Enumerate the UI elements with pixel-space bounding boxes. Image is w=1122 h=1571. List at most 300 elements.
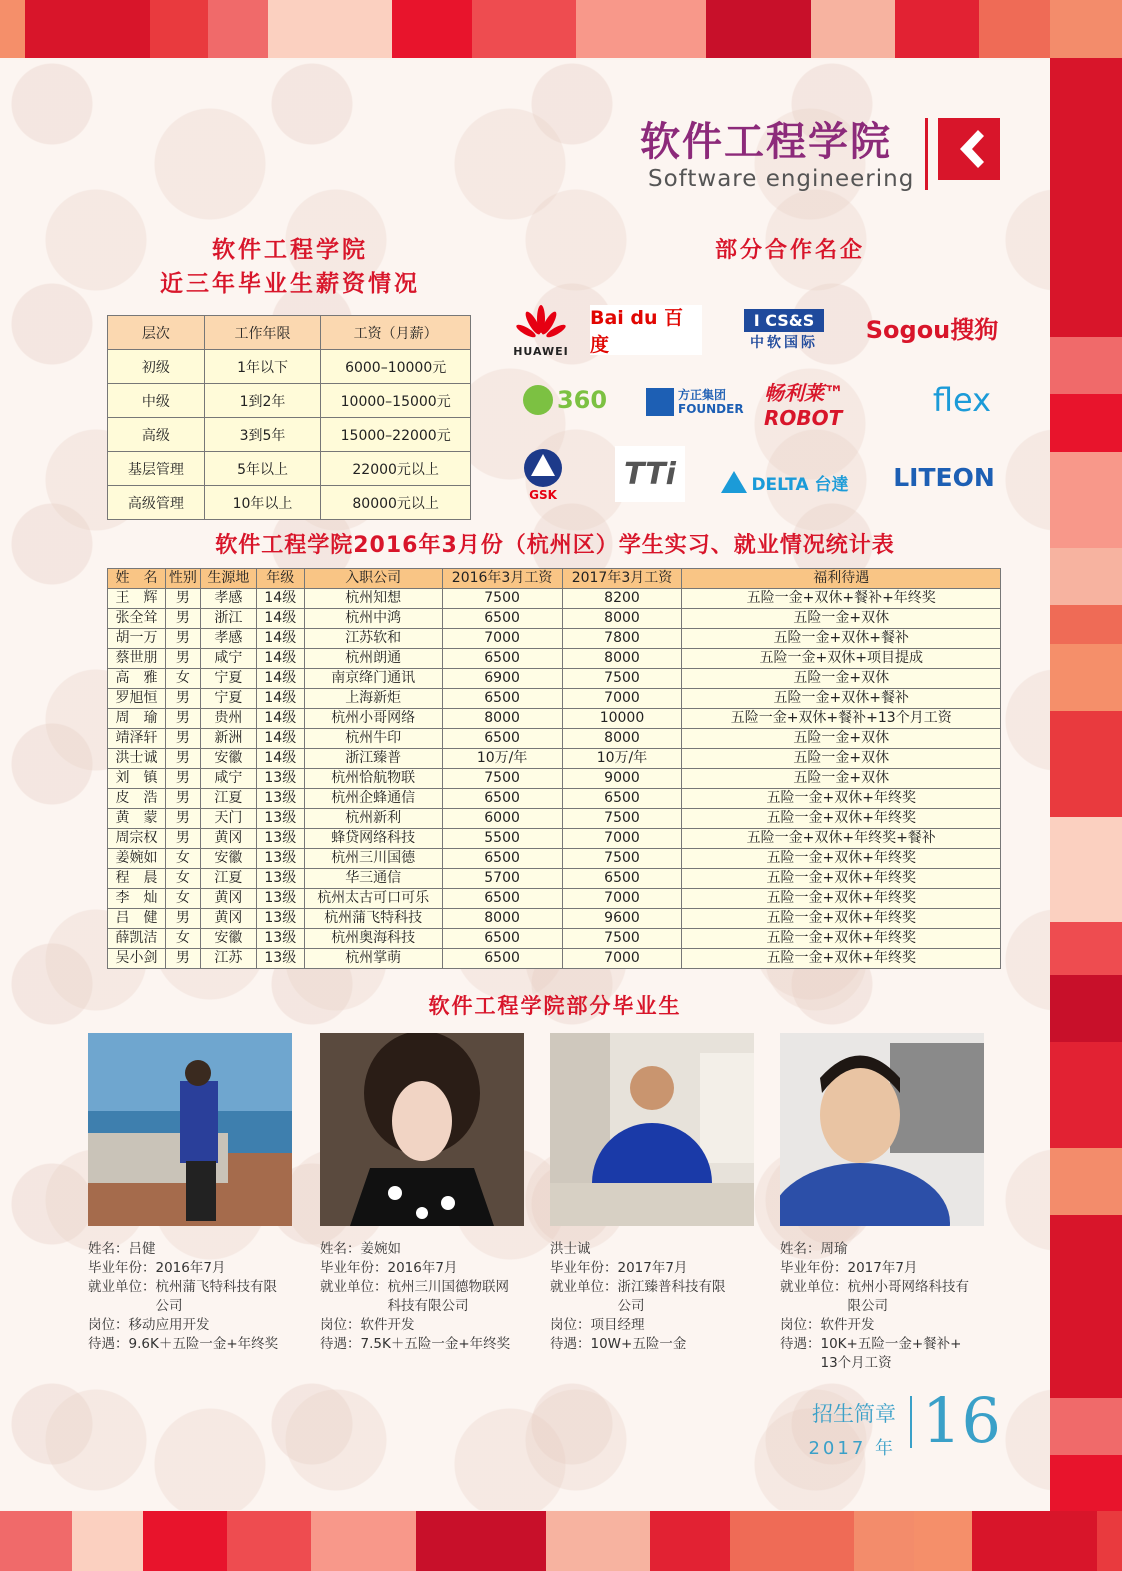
salary-table-header (108, 316, 471, 350)
stats-cell: 上海新炬 (304, 689, 442, 709)
stats-cell: 江苏 (200, 949, 256, 969)
stats-cell: 五险一金+双休+项目提成 (682, 649, 1001, 669)
stats-table-title: 软件工程学院2016年3月份（杭州区）学生实习、就业情况统计表 (215, 533, 895, 558)
stripe-segment (1050, 1398, 1122, 1456)
stats-cell: 江夏 (200, 789, 256, 809)
stats-cell: 杭州牛印 (304, 729, 442, 749)
stats-cell: 男 (165, 709, 200, 729)
stats-cell: 黄冈 (200, 909, 256, 929)
delta-logo: DELTA 台達 (720, 464, 850, 500)
stats-cell: 王 辉 (108, 589, 166, 609)
table-row (108, 689, 1001, 709)
stripe-segment (1050, 452, 1122, 548)
stats-cell: 江苏软和 (304, 629, 442, 649)
stats-cell: 高 雅 (108, 669, 166, 689)
stats-cell: 女 (165, 849, 200, 869)
stripe-segment (1050, 58, 1122, 337)
stats-cell: 程 晨 (108, 869, 166, 889)
stripe-segment (1097, 1511, 1122, 1571)
stats-cell: 周宗权 (108, 829, 166, 849)
table-row (108, 609, 1001, 629)
stats-cell: 7500 (442, 589, 562, 609)
stats-cell: 皮 浩 (108, 789, 166, 809)
table-row (108, 629, 1001, 649)
stats-cell: 7500 (442, 769, 562, 789)
stats-cell: 13级 (256, 889, 304, 909)
stats-cell: 吕 健 (108, 909, 166, 929)
stats-cell: 五险一金+双休+餐补 (682, 689, 1001, 709)
stats-cell: 6900 (442, 669, 562, 689)
graduate-photo-seaside (88, 1033, 292, 1226)
graduate-photo-portrait (320, 1033, 524, 1226)
stats-header-cell: 生源地 (200, 569, 256, 589)
stats-cell: 五险一金+双休 (682, 749, 1001, 769)
graduate-info-line: 待遇：9.6K＋五险一金+年终奖 (88, 1336, 279, 1352)
stripe-segment (811, 0, 895, 58)
stats-cell: 胡一万 (108, 629, 166, 649)
graduate-info-line: 毕业年份：2017年7月 (550, 1260, 688, 1276)
stats-cell: 五险一金+双休+餐补+13个月工资 (682, 709, 1001, 729)
salary-cell: 初级 (108, 350, 205, 384)
stripe-segment (1050, 975, 1122, 1042)
stats-cell: 咸宁 (200, 649, 256, 669)
stats-cell: 6500 (442, 729, 562, 749)
graduate-photo-office (550, 1033, 754, 1226)
graduate-info-line: 岗位：移动应用开发 (88, 1317, 210, 1333)
graduate-info-3 (550, 1240, 760, 1354)
css-logo-cn: 中软国际 (750, 334, 818, 351)
stats-cell: 8000 (562, 729, 682, 749)
right-stripe-bar (1050, 58, 1122, 1511)
stats-cell: 黄 蒙 (108, 809, 166, 829)
stats-cell: 5700 (442, 869, 562, 889)
graduate-info-line: 就业单位：杭州三川国德物联网 (320, 1279, 509, 1295)
table-row (108, 869, 1001, 889)
salary-header-cell: 工资（月薪） (321, 316, 471, 350)
stats-cell: 杭州知想 (304, 589, 442, 609)
stripe-segment (311, 1511, 416, 1571)
stats-cell: 杭州恰航物联 (304, 769, 442, 789)
top-stripe-bar (0, 0, 1122, 58)
sogou-logo: Sogou搜狗 (865, 315, 999, 344)
stats-cell: 姜婉如 (108, 849, 166, 869)
employment-stats-table (107, 568, 1001, 969)
stats-header-cell: 福利待遇 (682, 569, 1001, 589)
table-row (108, 669, 1001, 689)
footer-divider (910, 1396, 912, 1448)
graduate-info-line: 毕业年份：2016年7月 (320, 1260, 458, 1276)
stats-cell: 女 (165, 869, 200, 889)
stripe-segment (730, 1511, 854, 1571)
stats-cell: 宁夏 (200, 689, 256, 709)
stats-cell: 华三通信 (304, 869, 442, 889)
table-row (108, 452, 471, 486)
stats-cell: 靖泽轩 (108, 729, 166, 749)
stripe-segment (1050, 817, 1122, 923)
stats-cell: 6500 (442, 789, 562, 809)
stats-cell: 8000 (562, 609, 682, 629)
stats-cell: 14级 (256, 689, 304, 709)
salary-header-cell: 层次 (108, 316, 205, 350)
stats-cell: 男 (165, 949, 200, 969)
stats-cell: 刘 镇 (108, 769, 166, 789)
footer-label (796, 1398, 896, 1460)
stats-cell: 6000 (442, 809, 562, 829)
stats-header-cell: 姓 名 (108, 569, 166, 589)
stats-cell: 五险一金+双休+年终奖 (682, 889, 1001, 909)
stats-cell: 五险一金+双休+年终奖+餐补 (682, 829, 1001, 849)
stats-cell: 14级 (256, 729, 304, 749)
salary-cell: 中级 (108, 384, 205, 418)
stats-cell: 杭州朗通 (304, 649, 442, 669)
stats-cell: 7500 (562, 809, 682, 829)
salary-title-line1: 软件工程学院 (212, 237, 368, 263)
stats-cell: 杭州新利 (304, 809, 442, 829)
graduate-info-line: 待遇：10K+五险一金+餐补+ (780, 1336, 962, 1352)
stats-cell: 14级 (256, 669, 304, 689)
stats-cell: 7000 (562, 829, 682, 849)
salary-header-cell: 工作年限 (204, 316, 321, 350)
partners-title: 部分合作名企 (714, 238, 865, 263)
stripe-segment (1050, 548, 1122, 606)
salary-cell: 22000元以上 (321, 452, 471, 486)
table-row (108, 809, 1001, 829)
stats-cell: 男 (165, 789, 200, 809)
stripe-segment (0, 1511, 72, 1571)
graduates-title: 软件工程学院部分毕业生 (428, 994, 682, 1018)
stats-cell: 五险一金+双休 (682, 769, 1001, 789)
stats-cell: 新洲 (200, 729, 256, 749)
stripe-segment (1050, 1042, 1122, 1148)
stats-cell: 10000 (562, 709, 682, 729)
stripe-segment (576, 0, 706, 58)
stats-cell: 薛凯洁 (108, 929, 166, 949)
stats-cell: 13级 (256, 809, 304, 829)
stripe-segment (1050, 644, 1122, 711)
stats-cell: 五险一金+双休+年终奖 (682, 809, 1001, 829)
stripe-segment (25, 0, 150, 58)
stats-cell: 五险一金+双休 (682, 669, 1001, 689)
graduate-info-line: 科技有限公司 (320, 1298, 469, 1314)
table-row (108, 418, 471, 452)
stats-cell: 男 (165, 909, 200, 929)
stats-cell: 男 (165, 769, 200, 789)
stripe-segment (1050, 605, 1122, 643)
stats-cell: 浙江臻普 (304, 749, 442, 769)
graduate-info-line: 限公司 (780, 1298, 888, 1314)
stripe-segment (895, 0, 979, 58)
stats-cell: 10万/年 (562, 749, 682, 769)
brand-header (640, 110, 1020, 200)
stats-cell: 男 (165, 689, 200, 709)
stats-cell: 五险一金+双休+年终奖 (682, 949, 1001, 969)
stats-header-cell: 性别 (165, 569, 200, 589)
salary-cell: 高级 (108, 418, 205, 452)
stripe-segment (208, 0, 268, 58)
stats-cell: 蔡世朋 (108, 649, 166, 669)
stats-cell: 7500 (562, 669, 682, 689)
stripe-segment (854, 1511, 914, 1571)
stats-header-cell: 入职公司 (304, 569, 442, 589)
stats-cell: 黄冈 (200, 829, 256, 849)
stats-cell: 7500 (562, 929, 682, 949)
table-row (108, 384, 471, 418)
stats-cell: 孝感 (200, 629, 256, 649)
table-row (108, 929, 1001, 949)
table-row (108, 729, 1001, 749)
brand-subtitle: Software engineering (648, 166, 915, 192)
graduate-info-line: 岗位：项目经理 (550, 1317, 645, 1333)
stats-cell: 江夏 (200, 869, 256, 889)
stripe-segment (650, 1511, 730, 1571)
graduate-info-line: 公司 (88, 1298, 183, 1314)
liteon-logo: LITEON (893, 462, 995, 492)
stats-cell: 安徽 (200, 749, 256, 769)
stats-cell: 杭州企蜂通信 (304, 789, 442, 809)
stripe-segment (416, 1511, 546, 1571)
stats-cell: 安徽 (200, 929, 256, 949)
salary-section-title (120, 233, 460, 301)
table-row (108, 829, 1001, 849)
footer-year: 2017 年 (808, 1438, 896, 1459)
stripe-segment (1050, 922, 1122, 975)
salary-cell: 1年以下 (204, 350, 321, 384)
stats-cell: 杭州奥海科技 (304, 929, 442, 949)
stats-cell: 6500 (442, 849, 562, 869)
stats-cell: 7000 (562, 689, 682, 709)
stats-cell: 6500 (442, 929, 562, 949)
stats-cell: 6500 (562, 789, 682, 809)
stats-cell: 周 瑜 (108, 709, 166, 729)
stats-cell: 男 (165, 589, 200, 609)
stats-cell: 男 (165, 809, 200, 829)
stats-cell: 8200 (562, 589, 682, 609)
graduate-info-line: 13个月工资 (780, 1355, 892, 1371)
graduate-info-line: 毕业年份：2016年7月 (88, 1260, 226, 1276)
graduate-info-line: 毕业年份：2017年7月 (780, 1260, 918, 1276)
table-row (108, 350, 471, 384)
table-row (108, 949, 1001, 969)
table-row (108, 709, 1001, 729)
stats-cell: 黄冈 (200, 889, 256, 909)
stripe-segment (150, 0, 208, 58)
stats-cell: 天门 (200, 809, 256, 829)
stats-cell: 吴小剑 (108, 949, 166, 969)
stats-cell: 13级 (256, 909, 304, 929)
stripe-segment (72, 1511, 143, 1571)
salary-title-line2: 近三年毕业生薪资情况 (160, 271, 420, 297)
stats-cell: 7000 (562, 889, 682, 909)
stats-cell: 10万/年 (442, 749, 562, 769)
stripe-segment (0, 0, 25, 58)
table-row (108, 769, 1001, 789)
stats-cell: 8000 (562, 649, 682, 669)
stats-cell: 13级 (256, 869, 304, 889)
stripe-segment (472, 0, 576, 58)
footer-brochure-label: 招生简章 (812, 1402, 896, 1426)
graduate-info-line: 就业单位：浙江臻普科技有限 (550, 1279, 726, 1295)
stats-cell: 五险一金+双休+年终奖 (682, 869, 1001, 889)
stats-cell: 宁夏 (200, 669, 256, 689)
stats-cell: 贵州 (200, 709, 256, 729)
page-number: 16 (922, 1384, 1001, 1457)
stats-header-cell: 2017年3月工资 (562, 569, 682, 589)
stats-table-header (108, 569, 1001, 589)
stripe-segment (268, 0, 392, 58)
stripe-segment (1050, 0, 1122, 58)
table-row (108, 789, 1001, 809)
stats-cell: 五险一金+双休+年终奖 (682, 909, 1001, 929)
stats-cell: 孝感 (200, 589, 256, 609)
bottom-stripe-bar (0, 1511, 1122, 1571)
salary-cell: 3到5年 (204, 418, 321, 452)
graduate-info-line: 洪士诚 (550, 1241, 591, 1257)
stats-cell: 女 (165, 889, 200, 909)
k-logo-icon (938, 118, 1000, 180)
stripe-segment (143, 1511, 227, 1571)
stats-cell: 男 (165, 629, 200, 649)
stripe-segment (1050, 337, 1122, 395)
stats-cell: 6500 (562, 869, 682, 889)
stats-cell: 李 灿 (108, 889, 166, 909)
huawei-logo (505, 298, 577, 364)
stats-cell: 罗旭恒 (108, 689, 166, 709)
graduate-info-line: 待遇：10W+五险一金 (550, 1336, 687, 1352)
graduate-info-1 (88, 1240, 298, 1354)
stripe-segment (1050, 1215, 1122, 1397)
table-row (108, 889, 1001, 909)
stats-cell: 张全耸 (108, 609, 166, 629)
graduate-info-line: 姓名：周瑜 (780, 1241, 848, 1257)
stats-cell: 14级 (256, 709, 304, 729)
stats-cell: 14级 (256, 649, 304, 669)
stats-cell: 五险一金+双休+年终奖 (682, 929, 1001, 949)
stats-cell: 13级 (256, 949, 304, 969)
salary-cell: 10000–15000元 (321, 384, 471, 418)
stats-cell: 杭州掌萌 (304, 949, 442, 969)
stats-cell: 5500 (442, 829, 562, 849)
stats-cell: 14级 (256, 749, 304, 769)
stripe-segment (546, 1511, 650, 1571)
stripe-segment (1050, 1148, 1122, 1215)
stats-cell: 7000 (562, 949, 682, 969)
huawei-logo-text: HUAWEI (513, 344, 569, 358)
salary-cell: 15000–22000元 (321, 418, 471, 452)
stats-cell: 南京绛门通讯 (304, 669, 442, 689)
salary-table (107, 315, 471, 520)
stats-cell: 14级 (256, 589, 304, 609)
salary-cell: 1到2年 (204, 384, 321, 418)
stats-cell: 女 (165, 929, 200, 949)
graduate-info-line: 岗位：软件开发 (320, 1317, 415, 1333)
stats-cell: 五险一金+双休 (682, 729, 1001, 749)
gsk-logo: GSK (516, 446, 570, 504)
stats-cell: 6500 (442, 889, 562, 909)
graduate-info-line: 岗位：软件开发 (780, 1317, 875, 1333)
stats-cell: 五险一金+双休+餐补 (682, 629, 1001, 649)
stripe-segment (227, 1511, 311, 1571)
stats-cell: 9600 (562, 909, 682, 929)
stats-cell: 13级 (256, 769, 304, 789)
stats-cell: 7800 (562, 629, 682, 649)
css-logo-mark: I CS&S (744, 309, 825, 332)
css-logo (733, 306, 835, 354)
stats-cell: 13级 (256, 789, 304, 809)
graduate-info-line: 就业单位：杭州蒲飞特科技有限 (88, 1279, 277, 1295)
graduate-info-line: 姓名：姜婉如 (320, 1241, 401, 1257)
stats-cell: 咸宁 (200, 769, 256, 789)
flex-logo: flex (932, 381, 992, 419)
brand-divider (925, 118, 928, 190)
stats-cell: 男 (165, 649, 200, 669)
stats-cell: 五险一金+双休 (682, 609, 1001, 629)
stripe-segment (392, 0, 472, 58)
salary-cell: 5年以上 (204, 452, 321, 486)
stats-cell: 杭州小哥网络 (304, 709, 442, 729)
graduate-info-line: 就业单位：杭州小哥网络科技有 (780, 1279, 969, 1295)
stats-cell: 男 (165, 729, 200, 749)
graduate-info-line: 待遇：7.5K＋五险一金+年终奖 (320, 1336, 511, 1352)
stats-cell: 9000 (562, 769, 682, 789)
stats-cell: 五险一金+双休+年终奖 (682, 849, 1001, 869)
salary-cell: 高级管理 (108, 486, 205, 520)
stripe-segment (1050, 711, 1122, 817)
stats-cell: 杭州中鸿 (304, 609, 442, 629)
stats-cell: 14级 (256, 629, 304, 649)
stats-cell: 杭州三川国德 (304, 849, 442, 869)
table-row (108, 649, 1001, 669)
baidu-logo: Bai du 百度 (590, 305, 702, 355)
stats-cell: 6500 (442, 649, 562, 669)
stats-cell: 14级 (256, 609, 304, 629)
stats-cell: 7500 (562, 849, 682, 869)
stats-cell: 浙江 (200, 609, 256, 629)
stats-cell: 蜂贷网络科技 (304, 829, 442, 849)
stats-cell: 五险一金+双休+餐补+年终奖 (682, 589, 1001, 609)
table-row (108, 849, 1001, 869)
stats-cell: 五险一金+双休+年终奖 (682, 789, 1001, 809)
stripe-segment (972, 1511, 1097, 1571)
graduate-info-line: 公司 (550, 1298, 645, 1314)
stats-cell: 男 (165, 749, 200, 769)
graduate-info-4 (780, 1240, 990, 1373)
stats-cell: 女 (165, 669, 200, 689)
graduate-info-line: 姓名：吕健 (88, 1241, 156, 1257)
stripe-segment (706, 0, 811, 58)
tti-logo: TTi (615, 446, 685, 502)
stats-cell: 6500 (442, 689, 562, 709)
stats-cell: 安徽 (200, 849, 256, 869)
changlilai-logo: 畅利莱™ ROBOT (764, 380, 844, 430)
brand-title: 软件工程学院 (640, 119, 892, 165)
stats-header-cell: 2016年3月工资 (442, 569, 562, 589)
360-logo: 360 (517, 378, 613, 422)
graduate-info-2 (320, 1240, 530, 1354)
stats-header-cell: 年级 (256, 569, 304, 589)
stats-cell: 13级 (256, 849, 304, 869)
founder-logo: 方正集团 FOUNDER (645, 382, 749, 422)
table-row (108, 909, 1001, 929)
stripe-segment (914, 1511, 972, 1571)
salary-cell: 基层管理 (108, 452, 205, 486)
salary-cell: 80000元以上 (321, 486, 471, 520)
stats-cell: 7000 (442, 629, 562, 649)
stats-cell: 洪士诚 (108, 749, 166, 769)
stats-cell: 男 (165, 829, 200, 849)
stats-cell: 13级 (256, 829, 304, 849)
stats-cell: 男 (165, 609, 200, 629)
stats-cell: 杭州太古可口可乐 (304, 889, 442, 909)
